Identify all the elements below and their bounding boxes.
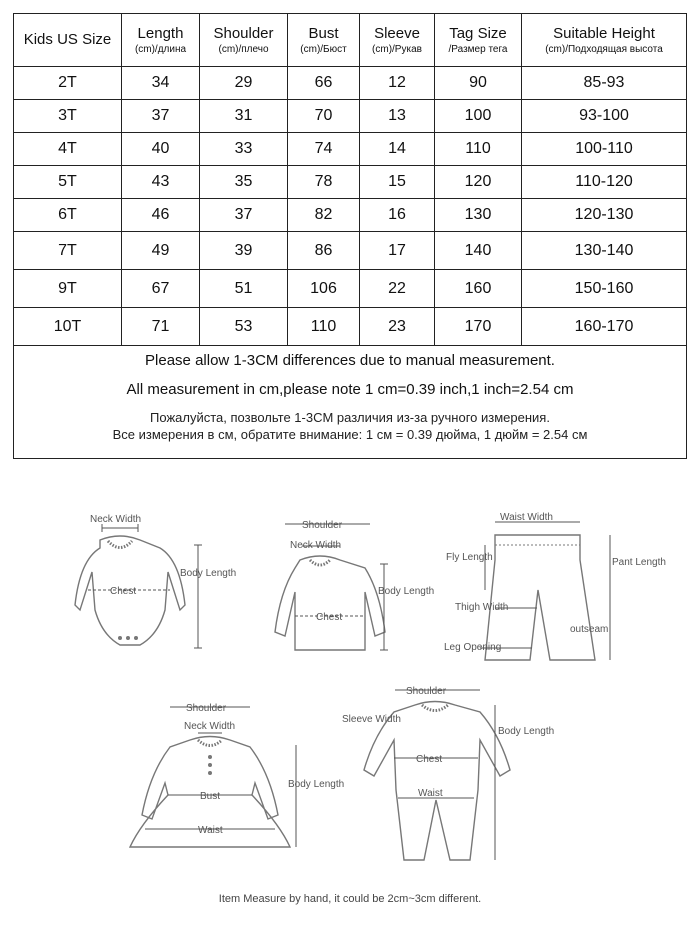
cell-size: 4T bbox=[14, 133, 122, 166]
cell-suitable-height: 93-100 bbox=[522, 100, 687, 133]
cell-length: 37 bbox=[122, 100, 200, 133]
cell-suitable-height: 100-110 bbox=[522, 133, 687, 166]
cell-shoulder: 51 bbox=[200, 270, 288, 308]
cell-sleeve: 12 bbox=[360, 67, 435, 100]
cell-tag-size: 130 bbox=[435, 199, 522, 232]
note-allowance-ru: Пожалуйста, позвольте 1-3CM различия из-за ручного измерения. bbox=[150, 410, 550, 425]
romper-body-length-label: Body Length bbox=[498, 726, 555, 737]
pants-waist-label: Waist Width bbox=[500, 512, 553, 523]
cell-tag-size: 160 bbox=[435, 270, 522, 308]
cell-shoulder: 33 bbox=[200, 133, 288, 166]
cell-sleeve: 15 bbox=[360, 166, 435, 199]
cell-tag-size: 90 bbox=[435, 67, 522, 100]
cell-length: 71 bbox=[122, 308, 200, 346]
cell-length: 49 bbox=[122, 232, 200, 270]
cell-suitable-height: 120-130 bbox=[522, 199, 687, 232]
cell-length: 67 bbox=[122, 270, 200, 308]
dress-shoulder-label: Shoulder bbox=[186, 703, 227, 714]
cell-size: 3T bbox=[14, 100, 122, 133]
cell-bust: 106 bbox=[288, 270, 360, 308]
cell-sleeve: 14 bbox=[360, 133, 435, 166]
header-kids-us-size: Kids US Size bbox=[14, 14, 122, 67]
cell-bust: 82 bbox=[288, 199, 360, 232]
table-row bbox=[14, 199, 687, 232]
cell-sleeve: 23 bbox=[360, 308, 435, 346]
cell-bust: 74 bbox=[288, 133, 360, 166]
notes-cell bbox=[14, 346, 687, 459]
cell-length: 43 bbox=[122, 166, 200, 199]
cell-size: 10T bbox=[14, 308, 122, 346]
cell-length: 46 bbox=[122, 199, 200, 232]
cell-suitable-height: 160-170 bbox=[522, 308, 687, 346]
cell-tag-size: 100 bbox=[435, 100, 522, 133]
cell-sleeve: 17 bbox=[360, 232, 435, 270]
measure-disclaimer: Item Measure by hand, it could be 2cm~3cm different. bbox=[218, 893, 482, 905]
bodysuit-neck-label: Neck Width bbox=[90, 514, 142, 525]
table-row bbox=[14, 308, 687, 346]
table-row bbox=[14, 166, 687, 199]
header-length: Length (cm)/длина bbox=[122, 14, 200, 67]
cell-bust: 86 bbox=[288, 232, 360, 270]
table-row bbox=[14, 270, 687, 308]
cell-sleeve: 13 bbox=[360, 100, 435, 133]
cell-size: 9T bbox=[14, 270, 122, 308]
note-conversion-ru: Все измерения в см, обратите внимание: 1 см = 0.39 дюйма, 1 дюйм = 2.54 см bbox=[112, 427, 588, 442]
cell-sleeve: 22 bbox=[360, 270, 435, 308]
romper-waist-label: Waist bbox=[418, 788, 443, 799]
dress-neck-label: Neck Width bbox=[184, 721, 236, 732]
cell-tag-size: 120 bbox=[435, 166, 522, 199]
cell-size: 6T bbox=[14, 199, 122, 232]
dress-diagram bbox=[110, 695, 345, 865]
shirt-shoulder-label: Shoulder bbox=[302, 520, 343, 531]
romper-diagram bbox=[340, 680, 555, 870]
romper-chest-label: Chest bbox=[416, 754, 443, 765]
cell-shoulder: 39 bbox=[200, 232, 288, 270]
table-row bbox=[14, 100, 687, 133]
pants-fly-length-label: Fly Length bbox=[446, 552, 493, 563]
pants-outseam-label: outseam bbox=[570, 624, 609, 635]
shirt-neck-label: Neck Width bbox=[290, 540, 342, 551]
pants-leg-opening-label: Leg Opening bbox=[444, 642, 502, 653]
cell-tag-size: 140 bbox=[435, 232, 522, 270]
table-row bbox=[14, 133, 687, 166]
shirt-diagram bbox=[240, 512, 435, 662]
pants-thigh-label: Thigh Width bbox=[455, 602, 509, 613]
bodysuit-chest-label: Chest bbox=[110, 586, 137, 597]
cell-bust: 66 bbox=[288, 67, 360, 100]
dress-body-length-label: Body Length bbox=[288, 779, 345, 790]
cell-shoulder: 31 bbox=[200, 100, 288, 133]
dress-bust-label: Bust bbox=[200, 791, 221, 802]
note-conversion: All measurement in cm,please note 1 cm=0.39 inch,1 inch=2.54 cm bbox=[126, 381, 574, 398]
cell-size: 7T bbox=[14, 232, 122, 270]
shirt-chest-label: Chest bbox=[316, 612, 343, 623]
cell-length: 40 bbox=[122, 133, 200, 166]
dress-waist-label: Waist bbox=[198, 825, 223, 836]
note-allowance: Please allow 1-3CM differences due to manual measurement. bbox=[145, 352, 555, 369]
shirt-body-length-label: Body Length bbox=[378, 586, 435, 597]
notes-row bbox=[14, 346, 687, 459]
cell-suitable-height: 110-120 bbox=[522, 166, 687, 199]
table-row bbox=[14, 67, 687, 100]
romper-sleeve-label: Sleeve Width bbox=[342, 714, 401, 725]
bodysuit-body-length-label: Body Length bbox=[180, 568, 237, 579]
cell-bust: 78 bbox=[288, 166, 360, 199]
table-row bbox=[14, 232, 687, 270]
header-shoulder: Shoulder (cm)/плечо bbox=[200, 14, 288, 67]
cell-shoulder: 35 bbox=[200, 166, 288, 199]
header-bust: Bust (cm)/Бюст bbox=[288, 14, 360, 67]
header-tag-size: Tag Size /Размер тега bbox=[435, 14, 522, 67]
cell-size: 2T bbox=[14, 67, 122, 100]
cell-bust: 110 bbox=[288, 308, 360, 346]
cell-shoulder: 29 bbox=[200, 67, 288, 100]
header-suitable-height: Suitable Height (cm)/Подходящая высота bbox=[522, 14, 687, 67]
cell-bust: 70 bbox=[288, 100, 360, 133]
cell-suitable-height: 130-140 bbox=[522, 232, 687, 270]
cell-tag-size: 110 bbox=[435, 133, 522, 166]
cell-shoulder: 53 bbox=[200, 308, 288, 346]
size-chart-table bbox=[13, 13, 687, 459]
header-sleeve: Sleeve (cm)/Рукав bbox=[360, 14, 435, 67]
cell-tag-size: 170 bbox=[435, 308, 522, 346]
pants-diagram bbox=[440, 510, 666, 670]
bodysuit-diagram bbox=[40, 510, 237, 660]
cell-sleeve: 16 bbox=[360, 199, 435, 232]
cell-size: 5T bbox=[14, 166, 122, 199]
cell-suitable-height: 150-160 bbox=[522, 270, 687, 308]
cell-length: 34 bbox=[122, 67, 200, 100]
cell-shoulder: 37 bbox=[200, 199, 288, 232]
romper-shoulder-label: Shoulder bbox=[406, 686, 447, 697]
cell-suitable-height: 85-93 bbox=[522, 67, 687, 100]
pants-pant-length-label: Pant Length bbox=[612, 557, 666, 568]
table-header-row bbox=[14, 14, 687, 67]
